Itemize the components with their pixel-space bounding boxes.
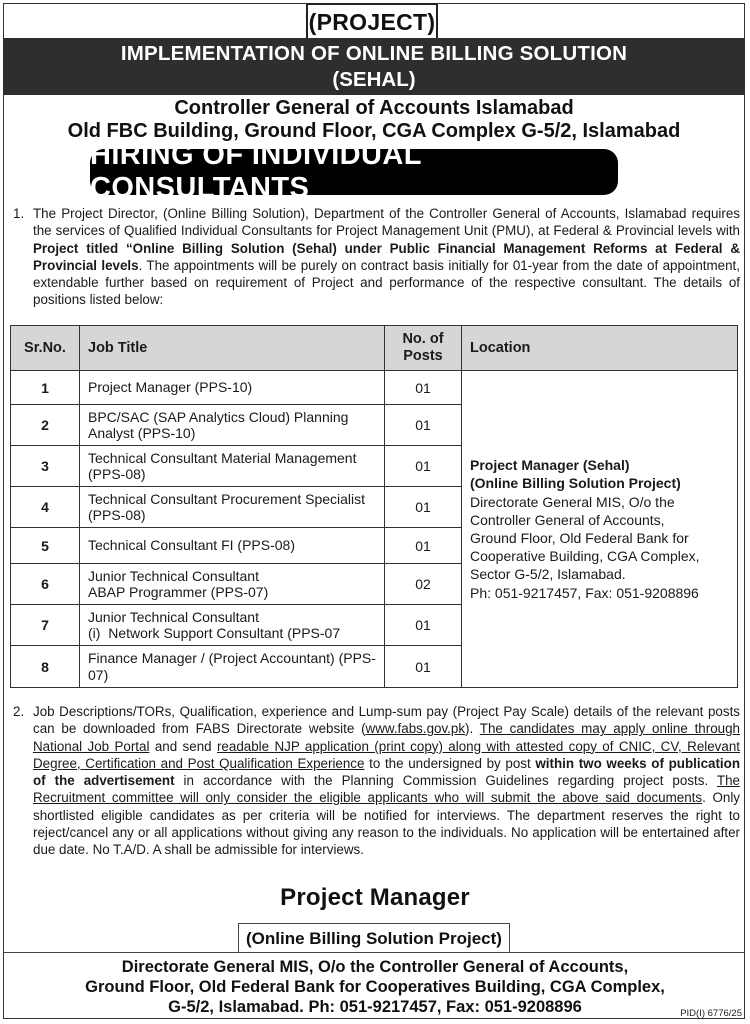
banner-title: IMPLEMENTATION OF ONLINE BILLING SOLUTION (120, 42, 628, 65)
footer-divider (3, 952, 745, 953)
para-text: and send (149, 738, 217, 754)
row-job-title: BPC/SAC (SAP Analytics Cloud) Planning Analyst (PPS-10) (80, 405, 385, 446)
job-title-line: (i) Network Support Consultant (PPS-07 (88, 625, 341, 641)
job-title-line: ABAP Programmer (PPS-07) (88, 584, 269, 600)
row-job-title: Finance Manager / (Project Accountant) (PPS-07) (80, 646, 385, 688)
row-posts: 01 (385, 371, 462, 405)
row-job-title: Technical Consultant Procurement Specialist (PPS-08) (80, 487, 385, 528)
row-sr: 4 (11, 487, 80, 528)
footer-subtitle: (Online Billing Solution Project) (238, 923, 510, 953)
location-line: Ground Floor, Old Federal Bank for (470, 530, 689, 546)
para-text: ). (465, 721, 480, 737)
row-job-title: Project Manager (PPS-10) (80, 371, 385, 405)
row-sr: 8 (11, 646, 80, 688)
pid-number: PID(I) 6776/25 (680, 1008, 742, 1019)
row-sr: 1 (11, 371, 80, 405)
location-line: Ph: 051-9217457, Fax: 051-9208896 (470, 584, 699, 601)
website-link[interactable]: www.fabs.gov.pk (365, 721, 466, 737)
location-line: Project Manager (Sehal) (470, 457, 630, 474)
hiring-title: HIRING OF INDIVIDUAL CONSULTANTS (90, 149, 618, 195)
location-line: Controller General of Accounts, (470, 511, 665, 528)
header-location: Location (462, 326, 738, 371)
header-posts (385, 326, 462, 371)
row-posts: 01 (385, 646, 462, 688)
deadline-text: within two weeks of publication of the advertisement (33, 755, 740, 789)
address-line: G-5/2, Islamabad. Ph: 051-9217457, Fax: 051-9208896 (168, 998, 582, 1016)
address-line: Directorate General MIS, O/o the Controller General of Accounts, (121, 958, 629, 976)
row-posts: 01 (385, 446, 462, 487)
row-sr: 3 (11, 446, 80, 487)
project-tag: (PROJECT) (306, 3, 438, 39)
paragraph-1 (13, 205, 740, 309)
header-banner (3, 38, 745, 95)
row-posts: 01 (385, 605, 462, 646)
office-address: Old FBC Building, Ground Floor, CGA Complex G-5/2, Islamabad (67, 120, 681, 142)
committee-text: The Recruitment committee will only consider the eligible applicants who will submit the above said documents (33, 773, 740, 806)
location-line: Cooperative Building, CGA Complex, (470, 548, 700, 565)
job-title-line: Junior Technical Consultant (88, 608, 259, 625)
row-job-title (80, 605, 385, 646)
row-posts: 01 (385, 405, 462, 446)
para-text: to the undersigned by post (364, 755, 536, 771)
office-name: Controller General of Accounts Islamabad (174, 97, 574, 119)
table-header-row (11, 326, 738, 371)
row-job-title: Technical Consultant FI (PPS-08) (80, 528, 385, 564)
row-posts: 01 (385, 487, 462, 528)
location-cell (462, 371, 738, 688)
location-line: (Online Billing Solution Project) (470, 475, 681, 492)
row-posts: 01 (385, 528, 462, 564)
paragraph-text (33, 703, 740, 859)
header-posts-line2: Posts (403, 348, 443, 364)
row-sr: 2 (11, 405, 80, 446)
para-text: . The appointments will be purely on contract basis initially for 01-year from the date of appointment, extendable further based on requirement of Project and performance of the respective consultant. The details of positions listed below: (33, 257, 740, 308)
para-text: in accordance with the Planning Commission Guidelines regarding project posts. (174, 773, 717, 789)
paragraph-2 (13, 703, 740, 859)
location-line: Sector G-5/2, Islamabad. (470, 566, 626, 583)
apply-online-text: The candidates may apply online through National Job Portal (33, 721, 740, 754)
paragraph-text (33, 205, 740, 309)
location-line: Directorate General MIS, O/o the (470, 493, 675, 510)
table-row (11, 371, 738, 405)
row-job-title: Technical Consultant Material Management (PPS-08) (80, 446, 385, 487)
footer-address (0, 957, 750, 1017)
job-title-line: Junior Technical Consultant (88, 567, 259, 584)
row-sr: 7 (11, 605, 80, 646)
row-sr: 6 (11, 564, 80, 605)
row-posts: 02 (385, 564, 462, 605)
banner-subtitle: (SEHAL) (332, 68, 416, 91)
office-block (3, 96, 745, 143)
para-text: The Project Director, (Online Billing Solution), Department of the Controller General of Accounts, Islamabad requires the services of Qualified Individual Consultants for Project Management Unit (PMU), at Federal & Provincial levels with (33, 206, 740, 239)
positions-table (10, 325, 738, 688)
paragraph-number: 1. (13, 206, 25, 221)
paragraph-number: 2. (13, 704, 25, 719)
header-job-title: Job Title (80, 326, 385, 371)
para-text: Job Descriptions/TORs, Qualification, experience and Lump-sum pay (Project Pay Scale) details of the relevant posts can be downloaded from FABS Directorate website ( (33, 704, 740, 737)
header-sr: Sr.No. (11, 326, 80, 371)
njp-requirements-text: readable NJP application (print copy) along with attested copy of CNIC, CV, Relevant Degree, Certification and Post Qualification Experience (33, 738, 740, 771)
project-title-text: Project titled “Online Billing Solution (Sehal) under Public Financial Management Reforms at Federal & Provincial levels (33, 240, 740, 273)
header-posts-line1: No. of (402, 331, 444, 347)
para-text: . Only shortlisted eligible candidates as per criteria will be notified for interviews. The department reserves the right to reject/cancel any or all applications without giving any reason to the individuals. No application will be entertained after due date. No T.A/D. A shall be admissible for interviews. (33, 790, 740, 858)
row-job-title (80, 564, 385, 605)
address-line: Ground Floor, Old Federal Bank for Cooperatives Building, CGA Complex, (85, 978, 665, 996)
row-sr: 5 (11, 528, 80, 564)
footer-title: Project Manager (280, 884, 470, 911)
